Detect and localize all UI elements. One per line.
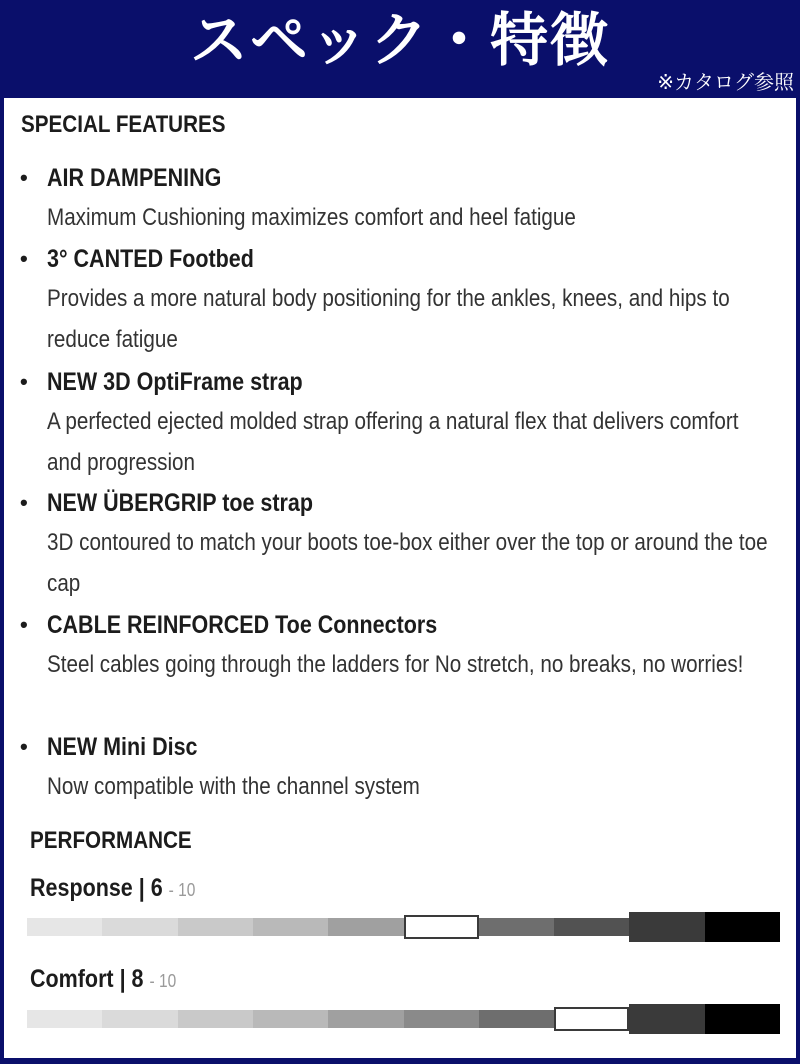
feature-description: 3D contoured to match your boots toe-box either over the top or around the toe cap — [47, 529, 768, 597]
feature-description: Now compatible with the channel system — [47, 773, 420, 800]
scale-segment — [102, 918, 178, 936]
performance-heading: PERFORMANCE — [30, 827, 192, 854]
feature-name: AIR DAMPENING — [47, 164, 222, 192]
scale-segment — [253, 918, 328, 936]
scale-segment — [102, 1010, 178, 1028]
scale-segment — [328, 918, 404, 936]
scale-segment — [178, 918, 253, 936]
bullet-icon: • — [20, 734, 28, 759]
comfort-scale — [27, 1004, 780, 1034]
rating-text: Comfort | 8 — [30, 965, 144, 993]
spec-panel — [4, 98, 796, 1058]
feature-name: CABLE REINFORCED Toe Connectors — [47, 611, 438, 639]
scale-segment — [705, 912, 780, 942]
comfort-rating-label — [30, 965, 176, 994]
scale-segment — [27, 1010, 102, 1028]
page-title: スペック・特徴 — [189, 6, 610, 74]
scale-segment-selected — [404, 915, 479, 939]
catalog-note: ※カタログ参照 — [657, 70, 794, 94]
scale-segment — [629, 912, 705, 942]
scale-segment — [328, 1010, 404, 1028]
bullet-icon: • — [20, 490, 28, 515]
scale-segment — [479, 918, 554, 936]
response-scale — [27, 912, 780, 942]
scale-segment — [178, 1010, 253, 1028]
feature-name: 3° CANTED Footbed — [47, 245, 254, 273]
feature-name: NEW 3D OptiFrame strap — [47, 368, 303, 396]
scale-segment — [629, 1004, 705, 1034]
scale-segment — [404, 1010, 479, 1028]
feature-description: A perfected ejected molded strap offering a natural flex that delivers comfort and progression — [47, 408, 739, 476]
rating-max: - 10 — [168, 880, 196, 900]
rating-text: Response | 6 — [30, 874, 163, 902]
feature-description: Provides a more natural body positioning for the ankles, knees, and hips to reduce fatigue — [47, 285, 730, 353]
header-banner — [0, 0, 800, 100]
bullet-icon: • — [20, 369, 28, 394]
feature-description: Steel cables going through the ladders for No stretch, no breaks, no worries! — [47, 651, 744, 678]
scale-segment — [27, 918, 102, 936]
scale-segment — [554, 918, 629, 936]
feature-name: NEW Mini Disc — [47, 733, 198, 761]
scale-segment — [253, 1010, 328, 1028]
bullet-icon: • — [20, 246, 28, 271]
bullet-icon: • — [20, 165, 28, 190]
scale-segment-selected — [554, 1007, 629, 1031]
feature-name: NEW ÜBERGRIP toe strap — [47, 489, 314, 517]
rating-max: - 10 — [149, 971, 177, 991]
response-rating-label — [30, 874, 195, 903]
special-features-heading: SPECIAL FEATURES — [21, 111, 226, 138]
scale-segment — [705, 1004, 780, 1034]
scale-segment — [479, 1010, 554, 1028]
bullet-icon: • — [20, 612, 28, 637]
feature-description: Maximum Cushioning maximizes comfort and heel fatigue — [47, 204, 576, 231]
